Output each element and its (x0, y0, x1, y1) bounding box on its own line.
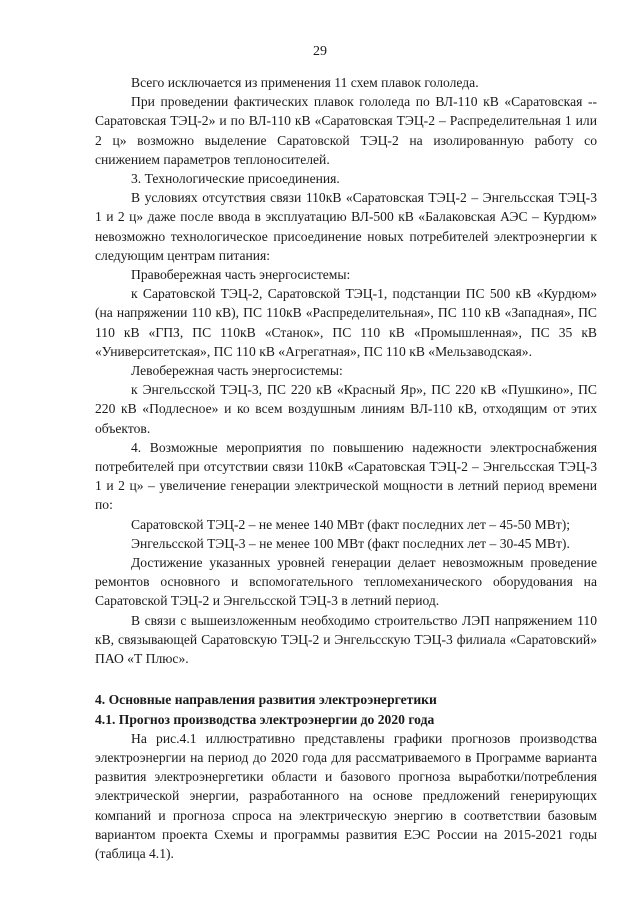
paragraph-tech-connections-title: 3. Технологические присоединения. (131, 171, 340, 187)
paragraph-tech-connections-body: В условиях отсутствия связи 110кВ «Саратовская ТЭЦ-2 – Энгельсская ТЭЦ-3 1 и 2 ц» даже после ввода в эксплуатацию ВЛ-500 кВ «Балаковская АЭС – Курдюм» невозможно технологическое присоединение новых потребителей электроэнергии к следующим центрам питания: (95, 190, 597, 263)
page-body (95, 73, 597, 863)
paragraph-line-construction: В связи с вышеизложенным необходимо строительство ЛЭП напряжением 110 кВ, связывающей Саратовскую ТЭЦ-2 и Энгельсскую ТЭЦ-3 филиала «Саратовский» ПАО «Т Плюс». (95, 612, 597, 667)
section-heading: 4. Основные направления развития электроэнергетики (95, 692, 437, 708)
paragraph-ice-melting-islanding: При проведении фактических плавок гололеда по ВЛ-110 кВ «Саратовская -- Саратовская ТЭЦ-2» и по ВЛ-110 кВ «Саратовская ТЭЦ-2 – Распределительная 1 или 2 ц» возможно выделение Саратовской ТЭЦ-2 на изолированную работу со снижением параметров теплоносителей. (95, 94, 597, 167)
paragraph-engels-tec3-generation: Энгельсской ТЭЦ-3 – не менее 100 МВт (факт последних лет – 30-45 МВт). (131, 535, 570, 551)
subsection-heading: 4.1. Прогноз производства электроэнергии до 2020 года (95, 711, 435, 727)
paragraph-left-bank-list: к Энгельсской ТЭЦ-3, ПС 220 кВ «Красный Яр», ПС 220 кВ «Пушкино», ПС 220 кВ «Подлесное» и ко всем воздушным линиям ВЛ-110 кВ, отходящим от этих объектов. (95, 382, 597, 436)
paragraph-left-bank-title: Левобережная часть энергосистемы: (131, 363, 343, 379)
paragraph-repairs-impossible: Достижение указанных уровней генерации делает невозможным проведение ремонтов основного и вспомогательного тепломеханического оборудования на Саратовской ТЭЦ-2 и Энгельсской ТЭЦ-3 в летний период. (95, 555, 597, 609)
paragraph-right-bank-list: к Саратовской ТЭЦ-2, Саратовской ТЭЦ-1, подстанции ПС 500 кВ «Курдюм» (на напряжении 110 кВ), ПС 110кВ «Распределительная», ПС 110 кВ «Западная», ПС 110 кВ «ГПЗ, ПС 110кВ «Станок», ПС 110 кВ «Промышленная», ПС 35 кВ «Университетская», ПС 110 кВ «Агрегатная», ПС 110 кВ «Мельзаводская». (95, 286, 597, 359)
page-number: 29 (313, 44, 327, 59)
paragraph-right-bank-title: Правобережная часть энергосистемы: (131, 267, 351, 283)
paragraph-reliability-measures: 4. Возможные мероприятия по повышению надежности электроснабжения потребителей при отсутствии связи 110кВ «Саратовская ТЭЦ-2 – Энгельсская ТЭЦ-3 1 и 2 ц» – увеличение генерации электрической мощности в летний период времени по: (95, 439, 597, 513)
paragraph-forecast-description: На рис.4.1 иллюстративно представлены графики прогнозов производства электроэнергии на период до 2020 года для рассматриваемого в Программе варианта развития электроэнергетики области и базового прогноза выработки/потребления электрической энергии, разработанного на основе предложений генерирующих компаний и прогноза спроса на электрическую энергию в соответствии базовым вариантом проекта Схемы и программы развития ЕЭС России на 2015-2021 годы (таблица 4.1). (95, 730, 597, 861)
paragraph-ice-melting-excluded: Всего исключается из применения 11 схем плавок гололеда. (131, 75, 479, 90)
paragraph-saratov-tec2-generation: Саратовской ТЭЦ-2 – не менее 140 МВт (факт последних лет – 45-50 МВт); (131, 516, 571, 532)
